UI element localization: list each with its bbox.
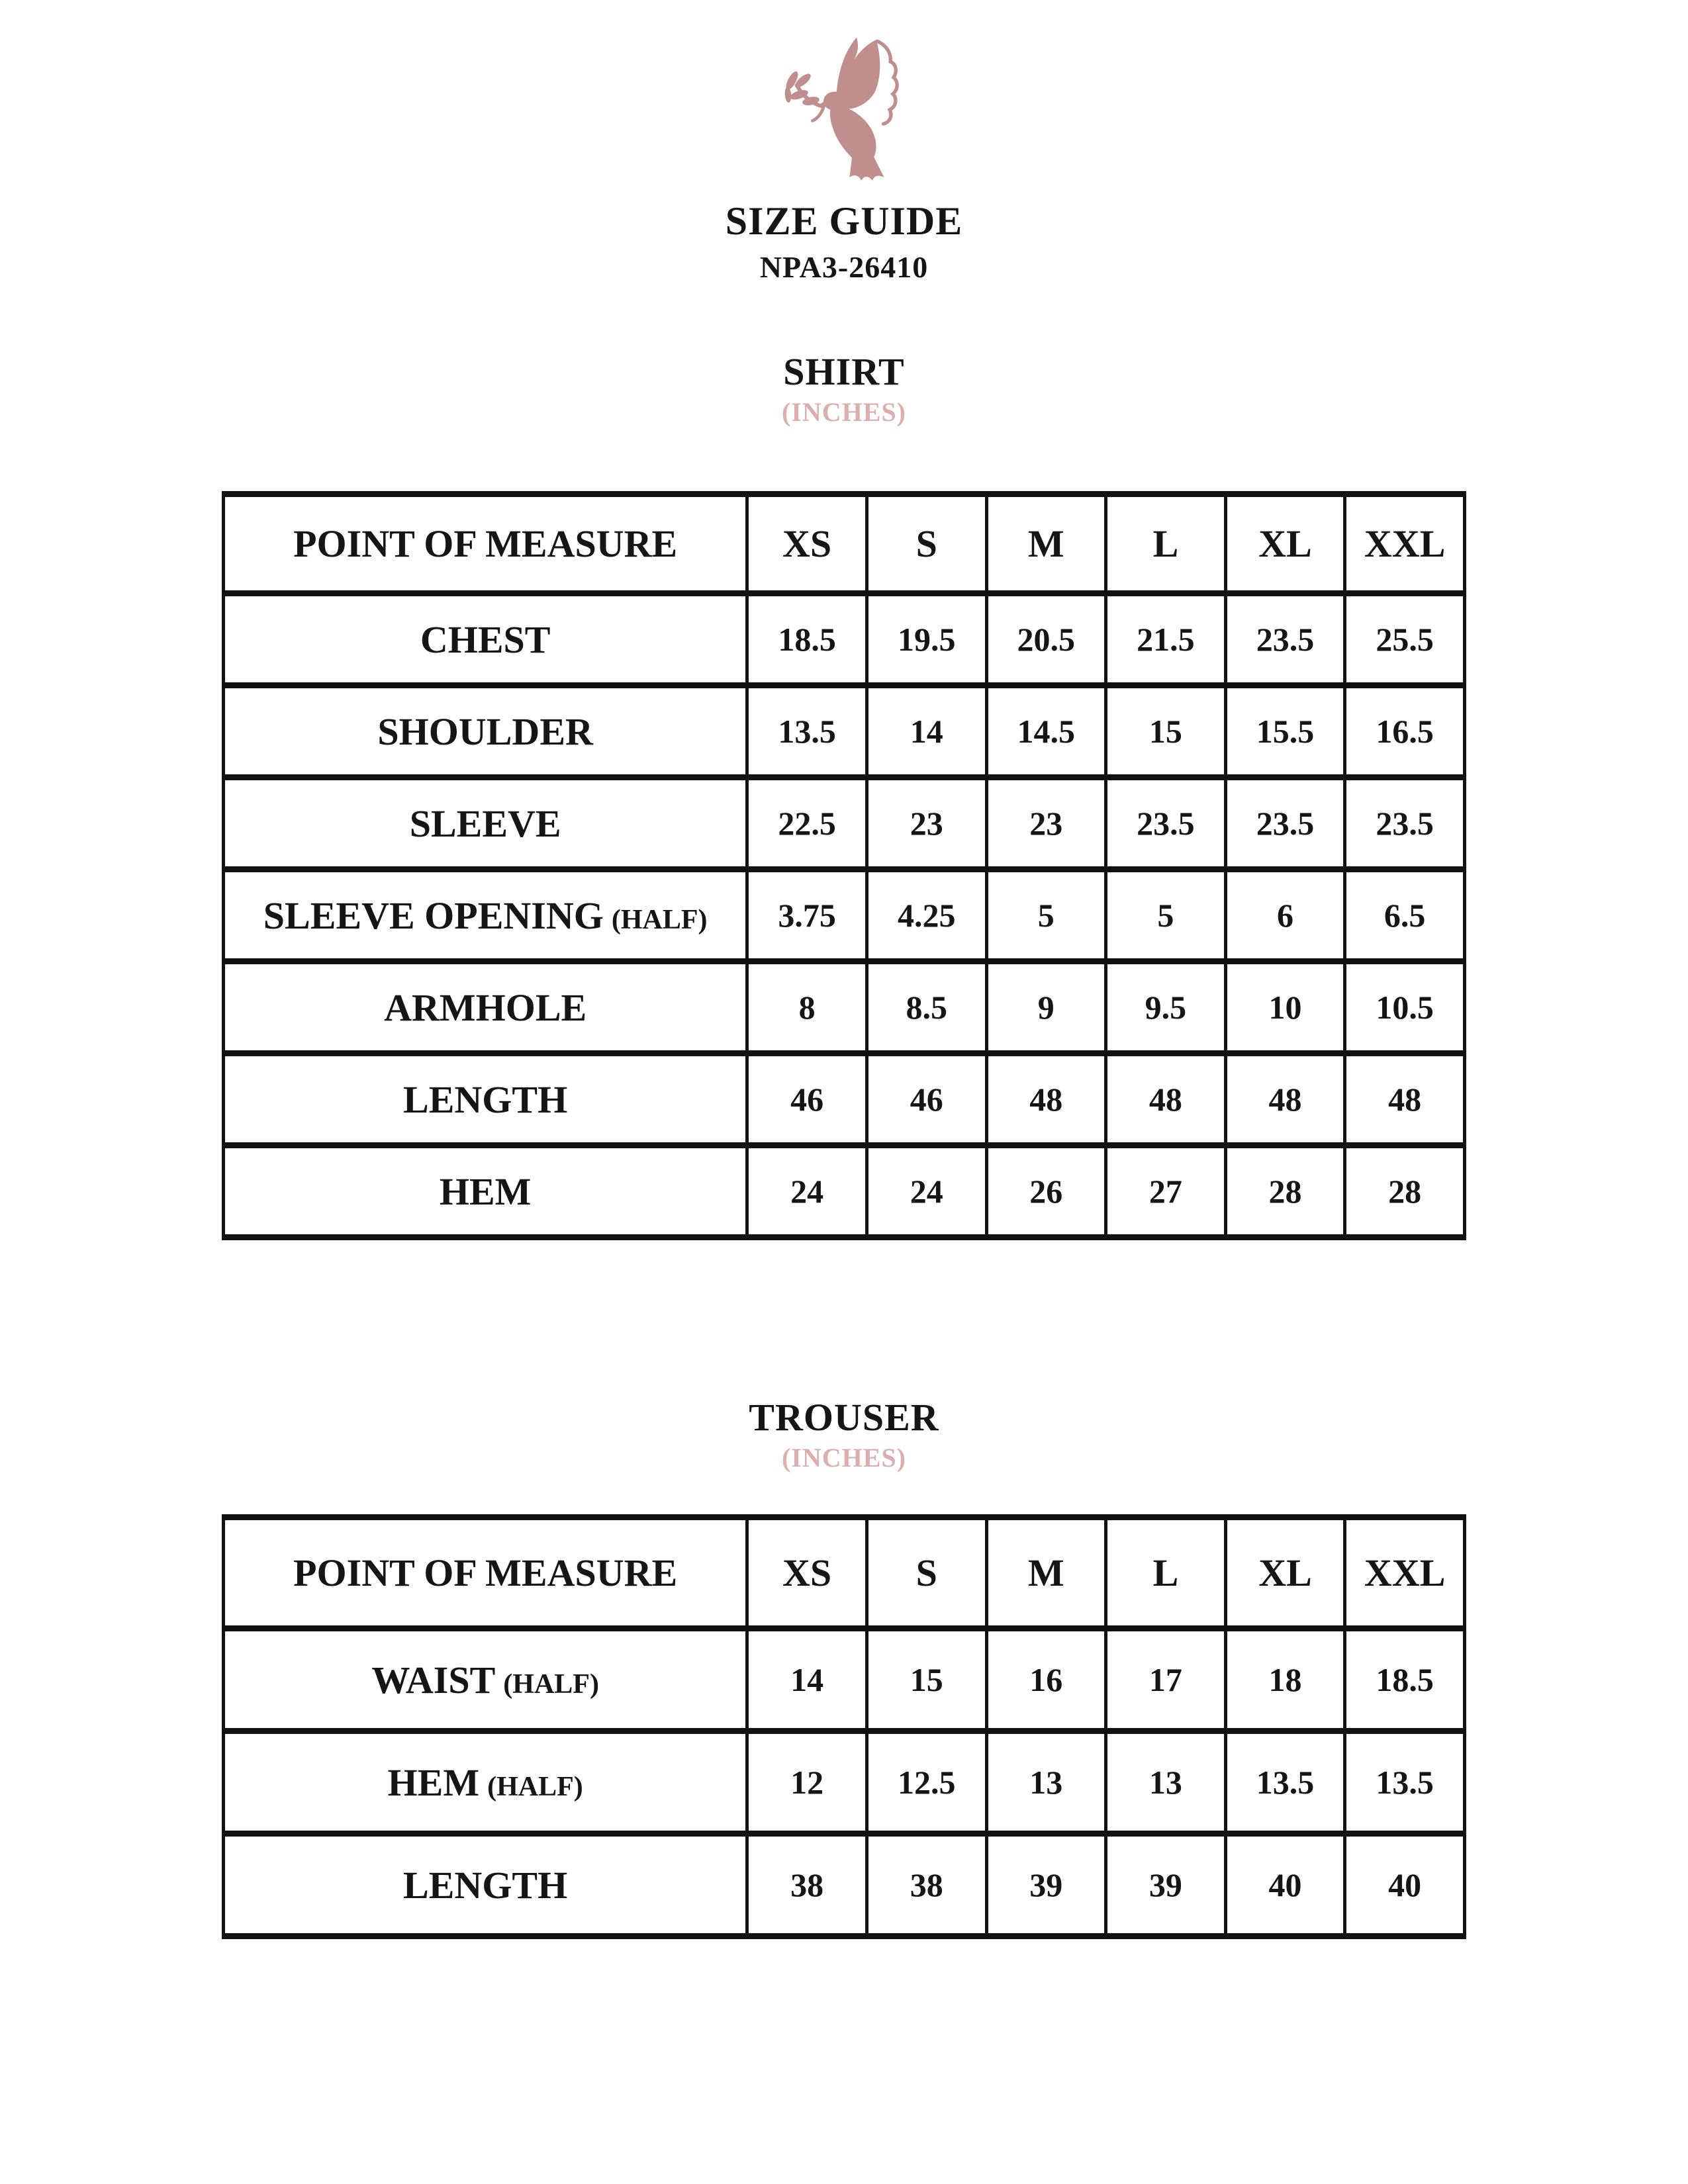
size-value: 13.5 bbox=[1225, 1731, 1345, 1834]
page-title: SIZE GUIDE bbox=[725, 199, 963, 243]
size-value: 38 bbox=[747, 1834, 867, 1936]
size-value: 28 bbox=[1225, 1146, 1345, 1238]
row-label-hem bbox=[224, 1731, 747, 1834]
size-value: 40 bbox=[1345, 1834, 1465, 1936]
size-value: 16.5 bbox=[1345, 686, 1465, 778]
size-value: 22.5 bbox=[747, 778, 867, 870]
column-header-l: L bbox=[1106, 1518, 1226, 1629]
trouser-section-title: TROUSER bbox=[749, 1396, 939, 1439]
size-value: 17 bbox=[1106, 1629, 1226, 1731]
size-value: 15 bbox=[1106, 686, 1226, 778]
brand-logo bbox=[0, 0, 1688, 189]
size-value: 26 bbox=[986, 1146, 1106, 1238]
size-value: 24 bbox=[867, 1146, 986, 1238]
size-value: 10.5 bbox=[1345, 962, 1465, 1054]
shirt-size-table bbox=[222, 491, 1466, 1240]
size-value: 25.5 bbox=[1345, 594, 1465, 686]
size-value: 21.5 bbox=[1106, 594, 1226, 686]
row-label-sleeve-opening bbox=[224, 870, 747, 962]
size-value: 13 bbox=[986, 1731, 1106, 1834]
size-value: 12 bbox=[747, 1731, 867, 1834]
style-code: NPA3-26410 bbox=[759, 250, 929, 284]
size-value: 48 bbox=[1106, 1054, 1226, 1146]
table-row-sleeve bbox=[224, 778, 1465, 870]
size-value: 8 bbox=[747, 962, 867, 1054]
shirt-table-header-row bbox=[224, 494, 1465, 594]
size-value: 6 bbox=[1225, 870, 1345, 962]
size-value: 23 bbox=[867, 778, 986, 870]
table-row-chest bbox=[224, 594, 1465, 686]
size-value: 23.5 bbox=[1225, 778, 1345, 870]
size-value: 8.5 bbox=[867, 962, 986, 1054]
shirt-section-title: SHIRT bbox=[783, 350, 905, 393]
size-value: 46 bbox=[747, 1054, 867, 1146]
column-header-l: L bbox=[1106, 494, 1226, 594]
column-header-xxl: XXL bbox=[1345, 1518, 1465, 1629]
size-value: 27 bbox=[1106, 1146, 1226, 1238]
row-label-waist bbox=[224, 1629, 747, 1731]
row-label-text: WAIST bbox=[371, 1658, 496, 1702]
column-header-xs: XS bbox=[747, 494, 867, 594]
dove-olive-branch-icon bbox=[765, 32, 923, 189]
size-value: 15 bbox=[867, 1629, 986, 1731]
size-value: 48 bbox=[986, 1054, 1106, 1146]
size-value: 12.5 bbox=[867, 1731, 986, 1834]
size-value: 14 bbox=[867, 686, 986, 778]
size-value: 16 bbox=[986, 1629, 1106, 1731]
size-value: 38 bbox=[867, 1834, 986, 1936]
size-value: 13.5 bbox=[1345, 1731, 1465, 1834]
size-value: 5 bbox=[986, 870, 1106, 962]
row-label-chest: CHEST bbox=[224, 594, 747, 686]
row-label-length: LENGTH bbox=[224, 1834, 747, 1936]
table-row-hem bbox=[224, 1146, 1465, 1238]
column-header-m: M bbox=[986, 1518, 1106, 1629]
size-value: 24 bbox=[747, 1146, 867, 1238]
size-value: 18 bbox=[1225, 1629, 1345, 1731]
size-value: 48 bbox=[1225, 1054, 1345, 1146]
size-value: 3.75 bbox=[747, 870, 867, 962]
column-header-point-of-measure: POINT OF MEASURE bbox=[224, 1518, 747, 1629]
column-header-xs: XS bbox=[747, 1518, 867, 1629]
column-header-s: S bbox=[867, 494, 986, 594]
size-value: 18.5 bbox=[747, 594, 867, 686]
size-value: 39 bbox=[1106, 1834, 1226, 1936]
size-value: 14.5 bbox=[986, 686, 1106, 778]
row-label-qualifier: (HALF) bbox=[611, 904, 708, 935]
column-header-m: M bbox=[986, 494, 1106, 594]
size-value: 23.5 bbox=[1345, 778, 1465, 870]
row-label-qualifier: (HALF) bbox=[487, 1771, 583, 1802]
size-value: 10 bbox=[1225, 962, 1345, 1054]
size-value: 28 bbox=[1345, 1146, 1465, 1238]
row-label-shoulder: SHOULDER bbox=[224, 686, 747, 778]
row-label-armhole: ARMHOLE bbox=[224, 962, 747, 1054]
trouser-table-header-row bbox=[224, 1518, 1465, 1629]
size-value: 6.5 bbox=[1345, 870, 1465, 962]
trouser-unit-label: (INCHES) bbox=[781, 1443, 907, 1473]
size-value: 23.5 bbox=[1225, 594, 1345, 686]
table-row-sleeve-opening bbox=[224, 870, 1465, 962]
table-row-waist bbox=[224, 1629, 1465, 1731]
row-label-hem: HEM bbox=[224, 1146, 747, 1238]
shirt-unit-label: (INCHES) bbox=[781, 397, 907, 427]
size-value: 19.5 bbox=[867, 594, 986, 686]
size-value: 14 bbox=[747, 1629, 867, 1731]
size-value: 20.5 bbox=[986, 594, 1106, 686]
size-value: 4.25 bbox=[867, 870, 986, 962]
size-value: 39 bbox=[986, 1834, 1106, 1936]
size-value: 40 bbox=[1225, 1834, 1345, 1936]
table-row-shoulder bbox=[224, 686, 1465, 778]
row-label-sleeve: SLEEVE bbox=[224, 778, 747, 870]
table-row-length bbox=[224, 1834, 1465, 1936]
row-label-qualifier: (HALF) bbox=[503, 1668, 599, 1700]
size-value: 23.5 bbox=[1106, 778, 1226, 870]
size-value: 23 bbox=[986, 778, 1106, 870]
table-row-length bbox=[224, 1054, 1465, 1146]
column-header-s: S bbox=[867, 1518, 986, 1629]
size-value: 9.5 bbox=[1106, 962, 1226, 1054]
size-value: 48 bbox=[1345, 1054, 1465, 1146]
column-header-point-of-measure: POINT OF MEASURE bbox=[224, 494, 747, 594]
row-label-length: LENGTH bbox=[224, 1054, 747, 1146]
size-value: 46 bbox=[867, 1054, 986, 1146]
size-value: 18.5 bbox=[1345, 1629, 1465, 1731]
column-header-xxl: XXL bbox=[1345, 494, 1465, 594]
size-value: 5 bbox=[1106, 870, 1226, 962]
size-value: 15.5 bbox=[1225, 686, 1345, 778]
size-value: 13.5 bbox=[747, 686, 867, 778]
trouser-size-table bbox=[222, 1514, 1466, 1939]
row-label-text: HEM bbox=[387, 1760, 480, 1804]
table-row-armhole bbox=[224, 962, 1465, 1054]
size-value: 13 bbox=[1106, 1731, 1226, 1834]
size-value: 9 bbox=[986, 962, 1106, 1054]
table-row-hem bbox=[224, 1731, 1465, 1834]
row-label-text: SLEEVE OPENING bbox=[263, 893, 604, 937]
column-header-xl: XL bbox=[1225, 494, 1345, 594]
column-header-xl: XL bbox=[1225, 1518, 1345, 1629]
